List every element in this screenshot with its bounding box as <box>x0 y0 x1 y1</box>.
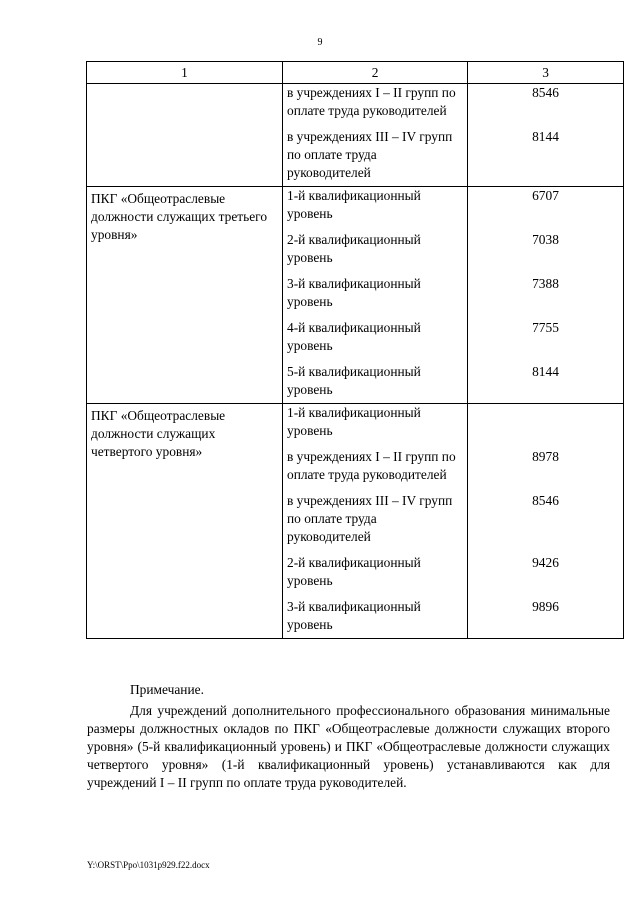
entry-value <box>468 404 623 440</box>
table-entry <box>283 444 623 488</box>
table-entry <box>283 550 623 594</box>
entry-description: 1-й квалификационный уровень <box>287 405 421 438</box>
pkg-cell: ПКГ «Общеотраслевые должности служащих четвертого уровня» <box>87 404 283 639</box>
entry-value: 8144 <box>532 129 559 144</box>
table-row <box>87 84 624 187</box>
entry-description: 2-й квалификационный уровень <box>287 555 421 588</box>
table-header-row <box>87 62 624 84</box>
entry-description: 3-й квалификационный уровень <box>287 599 421 632</box>
items-cell <box>283 84 624 187</box>
entry-description: в учреждениях I – II групп по оплате труда руководителей <box>287 85 456 118</box>
table-entry <box>283 124 623 186</box>
entry-value: 8546 <box>532 493 559 508</box>
salary-table <box>86 61 624 639</box>
table-entry <box>283 359 623 403</box>
pkg-cell <box>87 84 283 187</box>
entry-value: 6707 <box>532 188 559 203</box>
page-number: 9 <box>317 37 323 48</box>
entry-value: 7038 <box>532 232 559 247</box>
table-header-cell: 3 <box>468 62 624 84</box>
table-entry <box>283 594 623 638</box>
entry-description: в учреждениях III – IV групп по оплате труда руководителей <box>287 493 453 544</box>
table-entry <box>283 84 623 124</box>
items-cell <box>283 404 624 639</box>
entry-description: 5-й квалификационный уровень <box>287 364 421 397</box>
table-entry <box>283 315 623 359</box>
entry-value: 9896 <box>532 599 559 614</box>
table-header-cell: 1 <box>87 62 283 84</box>
entry-value: 8546 <box>532 85 559 100</box>
table-row <box>87 187 624 404</box>
pkg-cell: ПКГ «Общеотраслевые должности служащих третьего уровня» <box>87 187 283 404</box>
entry-value: 7388 <box>532 276 559 291</box>
table-header-cell: 2 <box>283 62 468 84</box>
note-body: Для учреждений дополнительного профессионального образования минимальные размеры должностных окладов по ПКГ «Общеотраслевые должности служащих второго уровня» (5-й квалификационный уровень) и ПКГ «Общеотраслевые должности служащих четвертого уровня» (1-й квалификационный уровень) устанавливаются как для учреждений I – II групп по оплате труда руководителей. <box>87 703 610 790</box>
entry-value: 7755 <box>532 320 559 335</box>
entry-value: 8144 <box>532 364 559 379</box>
entry-value: 8978 <box>532 449 559 464</box>
note-title: Примечание. <box>130 682 204 697</box>
table-entry <box>283 271 623 315</box>
entry-value: 9426 <box>532 555 559 570</box>
footer-file-path: Y:\ORST\Ppo\1031p929.f22.docx <box>87 860 210 870</box>
entry-description: 1-й квалификационный уровень <box>287 188 421 221</box>
table-entry <box>283 404 623 444</box>
entry-description: 3-й квалификационный уровень <box>287 276 421 309</box>
entry-description: 2-й квалификационный уровень <box>287 232 421 265</box>
table-entry <box>283 227 623 271</box>
table-entry <box>283 488 623 550</box>
entry-description: 4-й квалификационный уровень <box>287 320 421 353</box>
entry-description: в учреждениях I – II групп по оплате труда руководителей <box>287 449 456 482</box>
table-entry <box>283 187 623 227</box>
table-row <box>87 404 624 639</box>
entry-description: в учреждениях III – IV групп по оплате труда руководителей <box>287 129 453 180</box>
items-cell <box>283 187 624 404</box>
